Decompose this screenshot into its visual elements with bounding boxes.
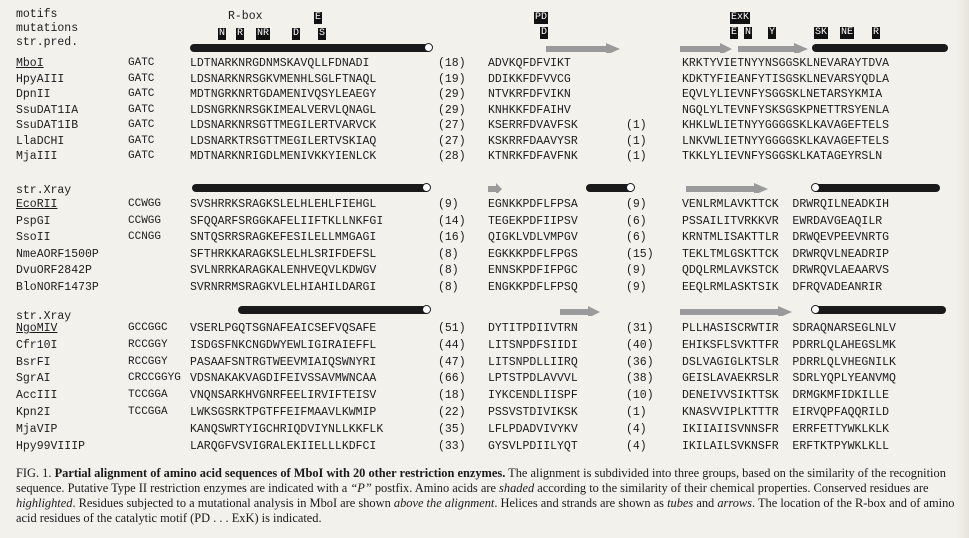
sequence-block-2: KSERRFDVAVFSK [488,119,578,132]
sequence-block-1: SVSHRRKSRAGKSLELHLEHLFIEHGL [190,198,377,211]
recognition-site: GATC [128,57,155,69]
recognition-site: GATC [128,88,155,100]
enzyme-name: Hpy99VIIIP [16,439,86,453]
enzyme-name: Kpn2I [16,406,51,419]
mutation-y: Y [769,27,776,38]
sequence-block-3: NGQLYLTEVNFYSKSGSKPNETTRSYENLA [682,103,890,117]
caption-shaded: shaded [499,481,535,495]
recognition-site: CCWGG [128,198,162,210]
recognition-site: GATC [128,134,155,147]
sequence-block-3: EEQLRMLASKTSIK DFRQVADEANRIR [682,280,883,294]
sequence-block-2: ENNSKPDFIFPGC [488,264,578,277]
recognition-site: GATC [128,103,155,116]
gap-count-2: (1) [626,119,647,132]
helix-tube [812,44,948,52]
helix-tube [192,184,430,192]
sequence-block-1: LDSNGRKNRSGKIMEALVERVLQNAGL [190,103,377,117]
mutation-nr: NR [257,28,270,39]
gap-count-1: (66) [438,372,466,386]
strand-arrow [560,306,600,316]
sequence-block-1: LARQGFVSVIGRALEKIIELLLKDFCI [190,439,377,453]
gap-count-2: (6) [626,214,647,228]
strand-arrow [686,183,768,193]
gap-count-1: (29) [438,103,466,117]
enzyme-name: LlaDCHI [16,134,65,148]
caption-text: . Helices and strands are shown as [494,496,668,510]
recognition-site: GCCGGC [128,322,168,334]
sequence-block-2: IYKCENDLIISPF [488,389,578,403]
gap-count-1: (33) [438,439,466,453]
sequence-block-1: SVLNRRKARAGKALENHVEQVLKDWGV [190,264,377,277]
gap-count-2: (1) [626,134,647,148]
enzyme-name: BsrFI [16,355,51,369]
sequence-block-3: EHIKSFLSVKTTFR PDRRLQLAHEGSLMK [682,338,896,352]
gap-count-1: (28) [438,150,466,163]
gap-count-1: (8) [438,280,459,294]
gap-count-1: (27) [438,119,466,132]
sequence-block-1: LWKSGSRKTPGTFFEIFMAAVLKWMIP [190,406,377,419]
sequence-block-1: VNQNSARKHVGNRFEELIRVIFTEISV [190,389,377,403]
mutation-sk: SK [815,27,828,38]
page-edge [957,0,969,538]
sequence-block-1: LDSNARKTRSGTTMEGILERTVSKIAQ [190,134,377,148]
gap-count-1: (8) [438,264,459,277]
sequence-block-3: IKILAILSVKNSFR ERFTKTPYWKLKLL [682,439,890,453]
caption-text: . The location of the R-box and of amino acid residues of the catalytic motif (PD . . . ExK) is indicated. [16,496,955,525]
sequence-block-1: VSERLPGQTSGNAFEAICSEFVQSAFE [190,322,377,335]
sequence-block-1: LDTNARKNRGDNMSKAVQLLFDNADI [190,57,370,70]
sequence-block-2: KNHKKFDFAIHV [488,103,571,117]
sequence-block-2: ADVKQFDFVIKT [488,57,571,70]
motifs-label: motifs [16,8,58,21]
enzyme-name: EcoRII [16,198,58,211]
gap-count-1: (8) [438,247,459,261]
sequence-block-3: KHKLWLIETNYYGGGGSKLKAVAGEFTELS [682,119,890,132]
sequence-block-2: KSKRRFDAAVYSR [488,134,578,148]
enzyme-name: BloNORF1473P [16,280,99,294]
sequence-block-2: DYTITPDIIVTRN [488,322,578,335]
enzyme-name: Cfr10I [16,338,58,352]
caption-p: “P” [350,481,372,495]
sequence-block-2: PSSVSTDIVIKSK [488,406,578,419]
gap-count-1: (29) [438,88,466,101]
gap-count-1: (18) [438,389,466,403]
sequence-block-3: EQVLYLIEVNFYSGGSKLNETARSYKMIA [682,88,883,101]
gap-count-2: (9) [626,264,647,277]
strand-arrow [488,183,502,193]
sequence-block-3: DSLVAGIGLKTSLR PDRRLQLVHEGNILK [682,355,896,369]
caption-text: postfix. Amino acids are [371,481,500,495]
caption-text: . Residues subjected to a mutational analysis in MboI are shown [72,496,394,510]
sequence-block-1: SFQQARFSRGGKAFELIIFTKLLNKFGI [190,214,384,228]
enzyme-name: HpyAIII [16,72,65,86]
recognition-site: RCCGGY [128,355,168,368]
sequence-block-1: SFTHRKKARAGKSLELHLSRIFDEFSL [190,247,377,261]
gap-count-2: (36) [626,355,654,369]
mutation-e: E [731,27,738,38]
sequence-block-2: LITSNPDLLIIRQ [488,355,578,369]
gap-count-1: (22) [438,406,466,419]
rbox-label: R-box [228,10,263,23]
recognition-site: GATC [128,150,155,162]
sequence-block-1: LDSNARKNRSGKVMENHLSGLFTNAQL [190,72,377,86]
recognition-site: GATC [128,72,155,85]
strand-arrow [680,306,792,316]
sequence-block-3: TKKLYLIEVNFYSGGSKLKATAGEYRSLN [682,150,883,163]
helix-tube [238,306,430,314]
gap-count-1: (18) [438,57,466,70]
mutation-e-top: E [315,12,322,23]
gap-count-2: (6) [626,231,647,244]
sequence-block-3: PSSAILITVRKKVR EWRDAVGEAQILR [682,214,883,228]
str-pred-label: str.pred. [16,36,79,49]
group2-label: str.Xray [16,184,72,197]
gap-count-2: (1) [626,406,647,419]
sequence-block-3: KDKTYFIEANFYTISGSKLNEVARSYQDLA [682,72,890,86]
strand-arrow [680,43,732,53]
mutation-n: N [219,28,226,39]
gap-count-1: (47) [438,355,466,369]
helix-tube [812,184,940,192]
sequence-block-1: PASAAFSNTRGTWEEVMIAIQSWNYRI [190,355,377,369]
mutation-r2: R [873,27,880,38]
gap-count-1: (27) [438,134,466,148]
gap-count-2: (31) [626,322,654,335]
sequence-block-3: DENEIVVSIKTTSK DRMGKMFIDKILLE [682,389,890,403]
mutation-n2: N [745,27,752,38]
sequence-block-2: GYSVLPDIILYQT [488,439,578,453]
sequence-block-3: KNASVVIPLKTTTR EIRVQPFAQQRILD [682,406,890,419]
enzyme-name: DvuORF2842P [16,264,92,277]
enzyme-name: SgrAI [16,372,51,386]
enzyme-name: NgoMIV [16,322,58,335]
sequence-block-1: LDSNARKNRSGTTMEGILERTVARVCK [190,119,377,132]
recognition-site: TCCGGA [128,389,168,402]
sequence-block-1: SVRNRRMSRAGKVLELHIAHILDARGI [190,280,377,294]
caption-fig: FIG. 1. [16,466,52,480]
sequence-block-2: QIGKLVDLVMPGV [488,231,578,244]
sequence-block-2: LFLPDADVIVYKV [488,422,578,436]
sequence-block-1: MDTNARKNRIGDLMENIVKKYIENLCK [190,150,377,163]
sequence-block-3: GEISLAVAEKRSLR SDRLYQPLYEANVMQ [682,372,896,386]
sequence-block-2: KTNRKFDFAVFNK [488,150,578,163]
caption-text: according to the similarity of their chemical properties. Conserved residues are [534,481,929,495]
gap-count-1: (35) [438,422,466,436]
gap-count-2: (15) [626,247,654,261]
caption-arrows: arrows [717,496,753,510]
group3-label: str.Xray [16,310,72,323]
mutation-pd-d: D [541,27,548,38]
gap-count-2: (4) [626,439,647,453]
sequence-block-1: KANQSWRTYIGCHRIQDVIYNLLKKFLK [190,422,384,436]
gap-count-1: (14) [438,214,466,228]
sequence-block-2: LITSNPDFSIIDI [488,338,578,352]
exk-motif-label: ExK [731,12,750,23]
gap-count-2: (1) [626,150,647,163]
caption-title: Partial alignment of amino acid sequences of MboI with 20 other restriction enzymes. [54,466,506,480]
caption-above: above the alignment [393,496,495,510]
recognition-site: CRCCGGYG [128,372,181,385]
sequence-block-3: KRNTMLISAKTTLR DRWQEVPEEVNRTG [682,231,890,244]
sequence-block-3: QDQLRMLAVKSTCK DRWRQVLAEAARVS [682,264,890,277]
strand-arrow [546,43,620,53]
sequence-block-2: DDIKKFDFVVCG [488,72,571,86]
sequence-block-1: ISDGSFNKCNGDWYEWLIGIRAIEFFL [190,338,377,352]
sequence-block-2: EGKKKPDFLFPGS [488,247,578,261]
gap-count-2: (10) [626,389,654,403]
enzyme-name: MjaIII [16,150,58,163]
gap-count-1: (9) [438,198,459,211]
enzyme-name: PspGI [16,214,51,228]
gap-count-2: (38) [626,372,654,386]
caption-text: and [693,496,718,510]
mutations-label: mutations [16,22,79,35]
enzyme-name: MjaVIP [16,422,58,436]
recognition-site: CCNGG [128,231,162,243]
caption-text: The alignment is subdivided into three groups, based on the similarity of the recognition sequence. Putative Type II restriction enzymes are indicated with a [16,466,946,495]
enzyme-name: SsuDAT1IB [16,119,79,132]
mutation-d: D [293,28,300,39]
gap-count-2: (40) [626,338,654,352]
enzyme-name: AccIII [16,389,58,403]
enzyme-name: SsoII [16,231,51,244]
caption-highlighted: highlighted [16,496,73,510]
helix-tube [190,44,432,52]
gap-count-2: (9) [626,198,647,211]
figure-caption [16,466,956,526]
sequence-block-2: EGNKKPDFLFPSA [488,198,578,211]
enzyme-name: MboI [16,57,44,70]
helix-tube [586,184,634,192]
sequence-block-2: ENGKKPDFLFPSQ [488,280,578,294]
recognition-site: GATC [128,119,155,131]
recognition-site: TCCGGA [128,406,168,418]
pd-motif-label: PD [535,12,548,23]
sequence-block-3: TEKLTMLGSKTTCK DRWRQVLNEADRIP [682,247,890,261]
sequence-block-3: LNKVWLIETNYYGGGGSKLKAVAGEFTELS [682,134,890,148]
sequence-block-2: LPTSTPDLAVVVL [488,372,578,386]
sequence-block-3: PLLHASISCRWTIR SDRAQNARSEGLNLV [682,322,896,335]
gap-count-1: (19) [438,72,466,86]
gap-count-1: (51) [438,322,466,335]
gap-count-2: (4) [626,422,647,436]
helix-tube [812,306,946,314]
sequence-block-2: TEGEKPDFIIPSV [488,214,578,228]
sequence-block-1: SNTQSRRSRAGKEFESILELLMMGAGI [190,231,377,244]
gap-count-1: (16) [438,231,466,244]
recognition-site: CCWGG [128,214,162,227]
mutation-s: S [319,28,326,39]
enzyme-name: SsuDAT1IA [16,103,79,117]
gap-count-2: (9) [626,280,647,294]
recognition-site: RCCGGY [128,338,168,351]
mutation-ne: NE [841,27,854,38]
sequence-block-2: NTVKRFDFVIKN [488,88,571,101]
strand-arrow [738,43,808,53]
caption-tubes: tubes [667,496,694,510]
sequence-block-3: KRKTYVIETNYYNSGGSKLNEVARAYTDVA [682,57,890,70]
gap-count-1: (44) [438,338,466,352]
enzyme-name: NmeAORF1500P [16,247,99,261]
sequence-block-1: VDSNAKAKVAGDIFEIVSSAVMWNCAA [190,372,377,386]
mutation-r: R [237,28,244,39]
sequence-block-3: VENLRMLAVKTTCK DRWRQILNEADKIH [682,198,890,211]
sequence-block-3: IKIIAIISVNNSFR ERRFETTYWKLKLK [682,422,890,436]
sequence-block-1: MDTNGRKNRTGDAMENIVQSYLEAEGY [190,88,377,101]
enzyme-name: DpnII [16,88,51,101]
